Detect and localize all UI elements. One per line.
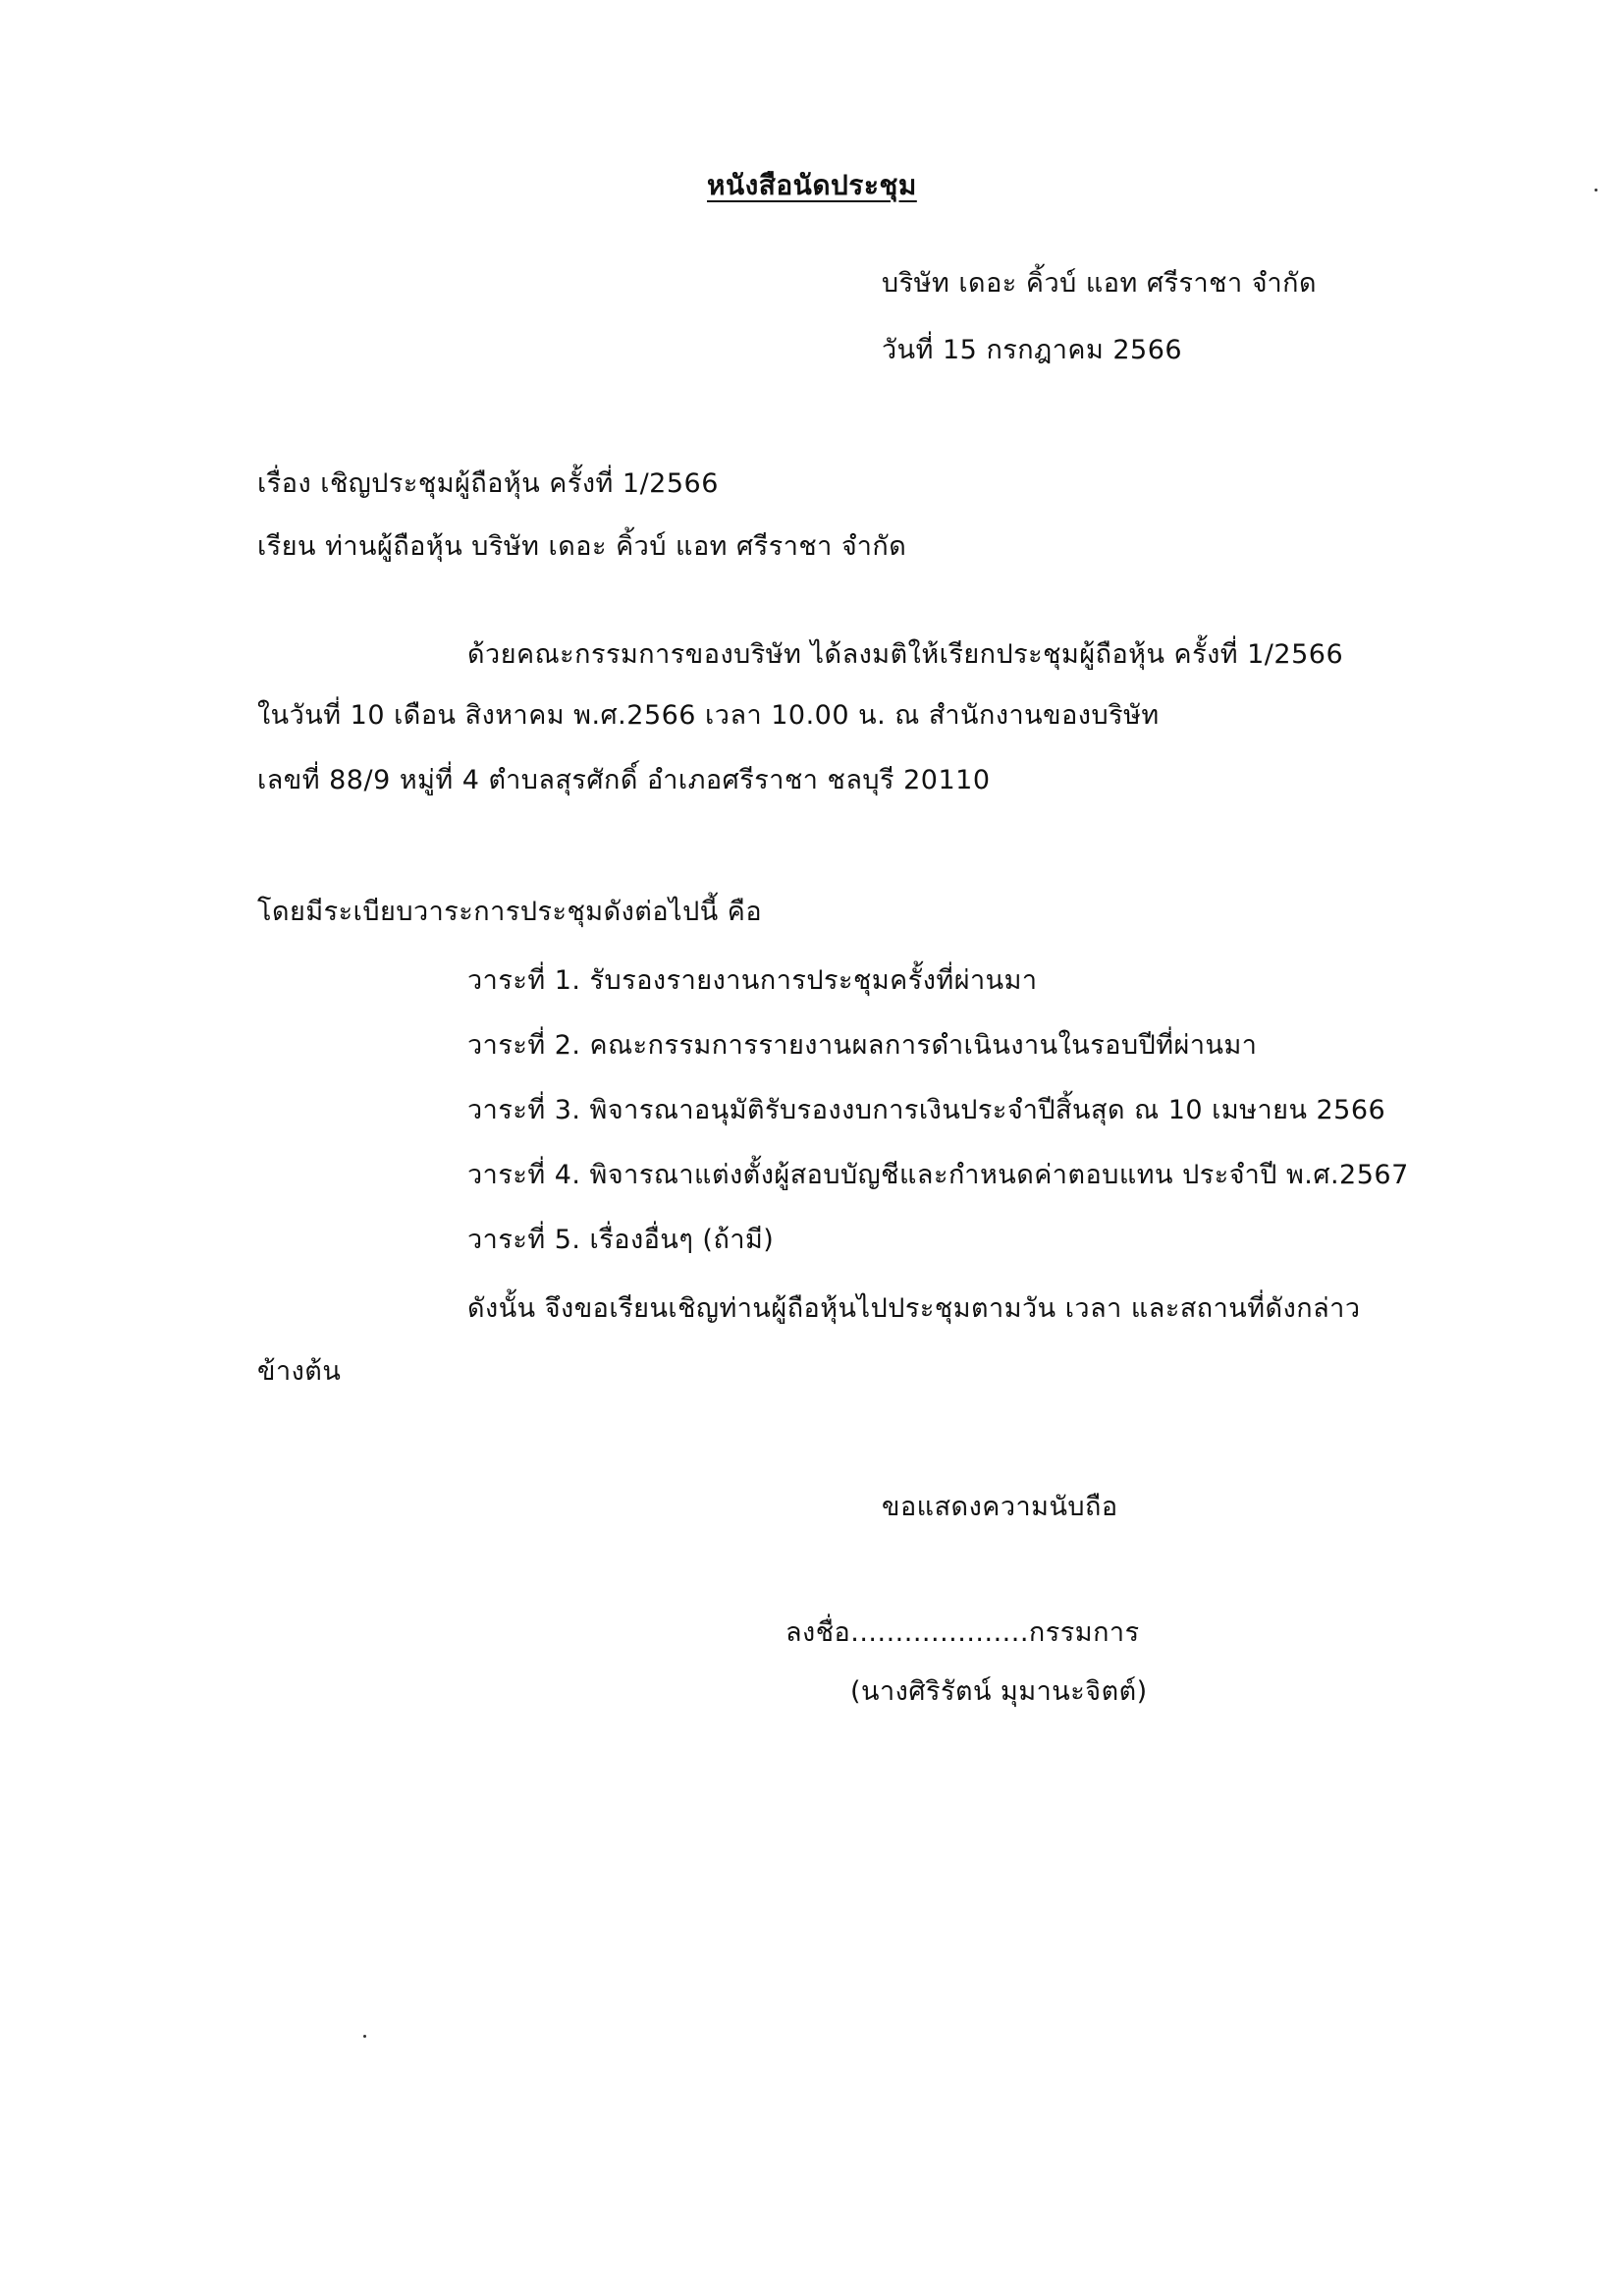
agenda-item: วาระที่ 5. เรื่องอื่นๆ (ถ้ามี) [467,1225,775,1255]
document-title: หนังสือนัดประชุม [707,169,917,201]
body-line: เลขที่ 88/9 หมู่ที่ 4 ตำบลสุรศักดิ์ อำเภอศรีราชา ชลบุรี 20110 [257,765,991,795]
closing-line: ข้างต้น [257,1356,342,1387]
agenda-intro: โดยมีระเบียบวาระการประชุมดังต่อไปนี้ คือ [257,897,763,927]
signatory-name: (นางศิริรัตน์ มุมานะจิตต์) [850,1676,1148,1707]
agenda-item: วาระที่ 3. พิจารณาอนุมัติรับรองงบการเงินประจำปีสิ้นสุด ณ 10 เมษายน 2566 [467,1095,1386,1125]
sender-company: บริษัท เดอะ คิ้วบ์ แอท ศรีราชา จำกัด [882,268,1318,299]
subject-line: เรื่อง เชิญประชุมผู้ถือหุ้น ครั้งที่ 1/2566 [257,468,719,499]
closing-line: ดังนั้น จึงขอเรียนเชิญท่านผู้ถือหุ้นไปประชุมตามวัน เวลา และสถานที่ดังกล่าว [467,1293,1361,1324]
letter-date: วันที่ 15 กรกฎาคม 2566 [882,335,1183,365]
body-line: ในวันที่ 10 เดือน สิงหาคม พ.ศ.2566 เวลา 10.00 น. ณ สำนักงานของบริษัท [257,700,1160,731]
body-line: ด้วยคณะกรรมการของบริษัท ได้ลงมติให้เรียกประชุมผู้ถือหุ้น ครั้งที่ 1/2566 [467,639,1344,670]
agenda-item: วาระที่ 1. รับรองรายงานการประชุมครั้งที่ผ่านมา [467,965,1038,996]
agenda-item: วาระที่ 4. พิจารณาแต่งตั้งผู้สอบบัญชีและกำหนดค่าตอบแทน ประจำปี พ.ศ.2567 [467,1160,1409,1190]
regards-text: ขอแสดงความนับถือ [882,1492,1118,1522]
scan-speck [363,2035,366,2038]
scan-speck [1595,189,1597,191]
recipient-line: เรียน ท่านผู้ถือหุ้น บริษัท เดอะ คิ้วบ์ แอท ศรีราชา จำกัด [257,531,907,562]
signature-line: ลงชื่อ....................กรรมการ [785,1617,1140,1648]
agenda-item: วาระที่ 2. คณะกรรมการรายงานผลการดำเนินงานในรอบปีที่ผ่านมา [467,1030,1258,1061]
